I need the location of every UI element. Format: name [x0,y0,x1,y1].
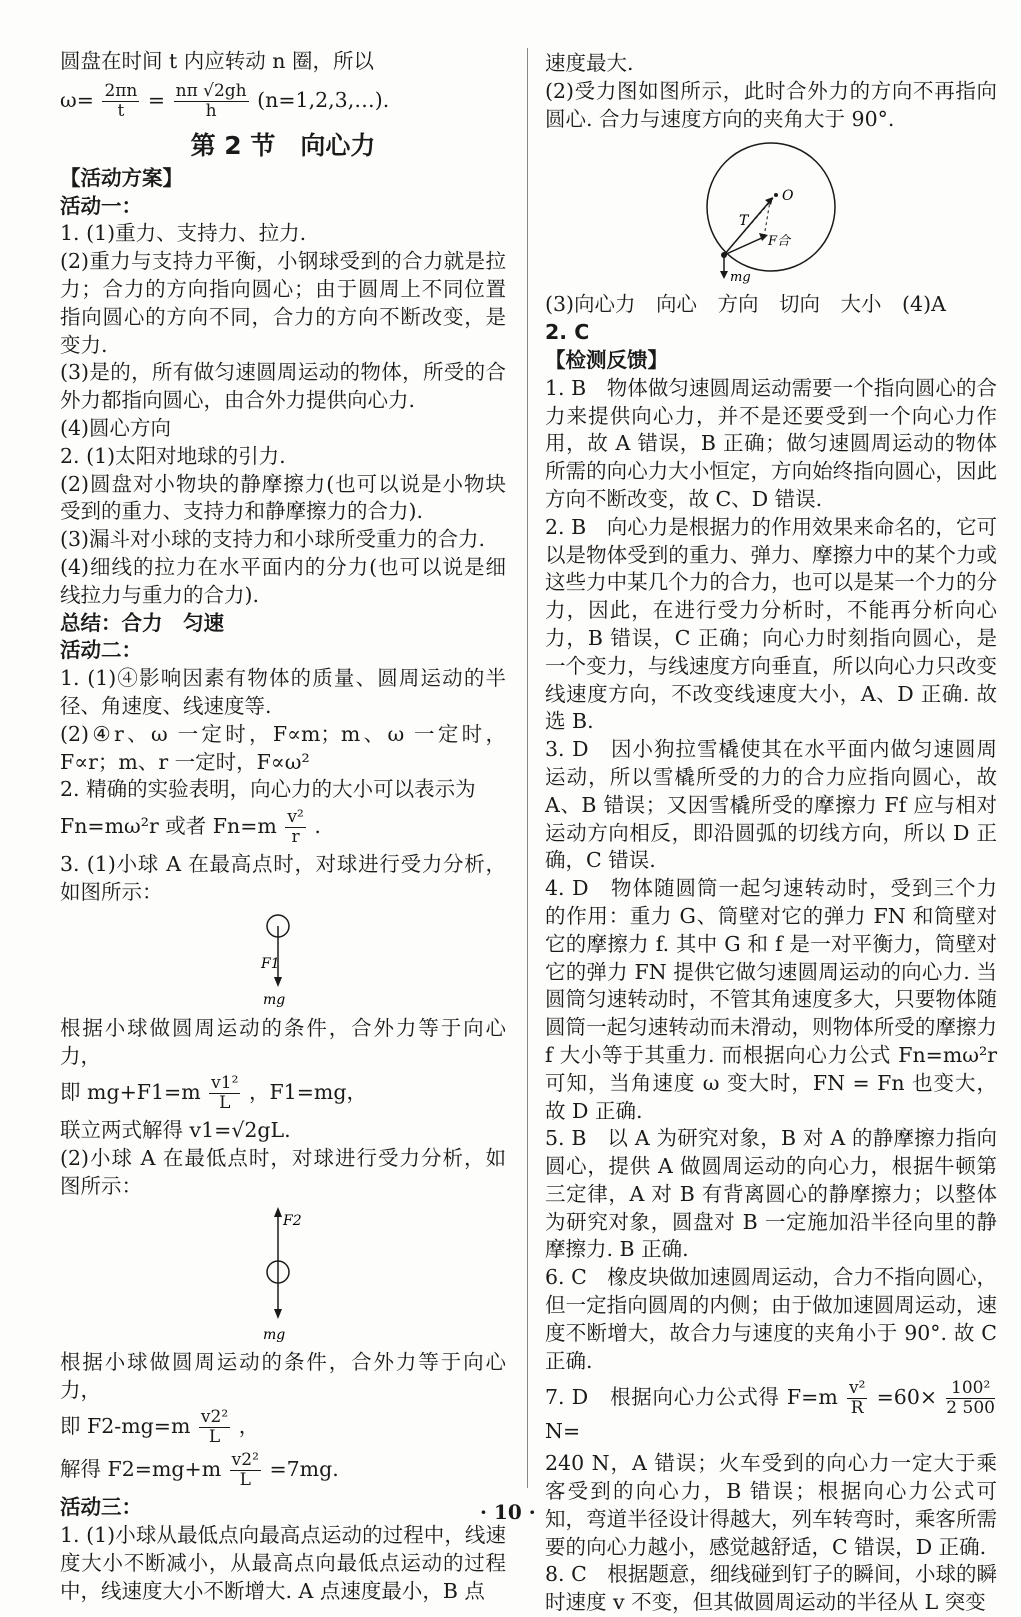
feedback-answer: 240 N，A 错误；火车受到的向心力一定大于乘客受到的向心力，B 错误；根据向心力公式可知，弯道半径设计得越大，列车转弯时，乘客所需要的向心力越小，感觉越舒适，C 错误，D 正确. [545,1451,997,1559]
mg-label: mg [730,270,751,286]
feedback-answer: 3. D 因小狗拉雪橇使其在水平面内做匀速圆周运动，所以雪橇所受的力的合力应指向圆心，故 A、B 错误；又因雪橇所受的摩擦力 Ff 应与相对运动方向相反，即沿圆弧的切线方向，所以 D 正确，C 错误. [545,737,997,873]
f1-label: F1 [261,955,280,972]
feedback-answer: 4. D 物体随圆筒一起匀速转动时，受到三个力的作用：重力 G、筒壁对它的弹力 FN 和筒壁对它的摩擦力 f. 其中 G 和 f 是一对平衡力，筒壁对它的弹力 FN 提供它做匀速圆周运动的向心力. 当圆筒匀速转动时，不管其角速度多大，只要物体随圆筒一起匀速转动而未滑动，则物体所受的摩擦力 f 大小等于其重力. 而根据向心力公式 Fn=mω²r 可知，当角速度 ω 变大时，FN = Fn 也变大，故 D 正确. [545,876,997,1123]
section-title: 第 2 节 向心力 [190,130,376,160]
fraction: $\frac{\text{v2²}}{L}$ [231,1450,259,1491]
top-point-force-diagram [253,911,313,1011]
f-net-label: F合 [768,234,791,250]
o-label: O [782,188,794,205]
fraction: $\frac{\text{v1²}}{L}$ [211,1073,239,1114]
feedback-answer: 5. B 以 A 为研究对象，B 对 A 的静摩擦力指向圆心，提供 A 做圆周运动的向心力，根据牛顿第三定律，A 对 B 有背离圆心的静摩擦力；以整体为研究对象，圆盘对 B 一定施加沿半径向里的静摩擦力. B 正确. [545,1126,997,1262]
answer: 根据小球做圆周运动的条件，合外力等于向心力， [60,1015,506,1068]
feedback-answer: 2. B 向心力是根据力的作用效果来命名的，它可以是物体受到的重力、弹力、摩擦力中的某个力或这些力中某几个力的合力，也可以是某一个力的分力，因此，在进行受力分析时，不能再分析向心力，B 错误，C 正确；向心力时刻指向圆心，是一个变力，与线速度方向垂直，所以向心力只改变线速度方向，不改变线速度大小，A、D 正确. 故选 B. [545,514,997,734]
bottom-point-force-diagram [253,1205,313,1345]
fraction: $\frac{n\pi √2gh}{h}$ [175,80,247,121]
equation: 即 mg+F1=m $\frac{\text{v1²}}{L}$ ，F1=mg， [60,1073,367,1114]
mg-label: mg [263,1326,286,1343]
fraction: $\frac{\text{100²}}{2 500}$ [946,1378,995,1419]
feedback-answer-formula: 7. D 根据向心力公式得 F=m $\frac{\text{v²}}{R}$ =60× $\frac{\text{100²}}{2 500}$ N= [545,1378,995,1444]
activity-1-heading: 活动一： [60,193,142,218]
answer: 2. 精确的实验表明，向心力的大小可以表示为 [60,777,476,802]
feedback-answer: 8. C 根据题意，细线碰到钉子的瞬间，小球的瞬时速度 v 不变，但其做圆周运动的半径从 L 突变 [545,1562,997,1615]
answer: 2. C [545,320,590,345]
activity-2-heading: 活动二： [60,638,142,663]
text-line: 速度最大. [545,51,634,75]
force-formula: Fn=mω²r 或者 Fn=m $\frac{\text{v²}}{r}$ . [60,807,321,848]
answer: (2)重力与支持力平衡，小钢球受到的合力就是拉力；合力的方向指向圆心；由于圆周上不同位置指向圆心的方向不同，合力的方向不断改变，是变力. [60,249,506,357]
fraction: $\frac{\text{v²}}{r}$ [287,807,304,848]
omega-formula: ω= $\frac{2\pi n}{t}$ = $\frac{n\pi √2gh}{h}$ (n=1,2,3,…). [60,80,390,121]
text-line: 圆盘在时间 t 内应转动 n 圈，所以 [60,49,375,73]
equation: 解得 F2=mg+m $\frac{\text{v2²}}{L}$ =7mg. [60,1450,339,1491]
answer: (2)小球 A 在最低点时，对球进行受力分析，如图所示： [60,1146,506,1198]
left-column [60,48,506,1605]
answer: (3)向心力 向心 方向 切向 大小 (4)A [545,292,946,317]
answer: 1. (1)小球从最低点向最高点运动的过程中，线速度大小不断减小，从最高点向最低点运动的过程中，线速度大小不断增大. A 点速度最小，B 点 [60,1523,506,1603]
answer: (2)圆盘对小物块的静摩擦力(也可以说是小物块受到的重力、支持力和静摩擦力的合力). [60,471,506,524]
answer: (4)圆心方向 [60,415,172,440]
answer: 3. (1)小球 A 在最高点时，对球进行受力分析，如图所示： [60,852,506,904]
page-number: · 10 · [480,1500,536,1524]
answer: 2. (1)太阳对地球的引力. [60,443,286,468]
equation: 即 F2-mg=m $\frac{\text{v2²}}{L}$ ， [60,1407,260,1448]
t-label: T [739,213,749,230]
answer: (4)细线的拉力在水平面内的分力(也可以说是细线拉力与重力的合力). [60,554,506,607]
activity-3-heading: 活动三： [60,1495,142,1520]
feedback-answer: 6. C 橡皮块做加速圆周运动，合力不指向圆心，但一定指向圆周的内侧；由于做加速圆周运动，速度不断增大，故合力与速度的夹角小于 90°. 故 C 正确. [545,1265,997,1373]
fraction: $\frac{\text{v²}}{R}$ [848,1378,866,1419]
summary: 总结：合力 匀速 [60,610,224,635]
f2-label: F2 [283,1212,302,1229]
fraction: $\frac{\text{v2²}}{L}$ [200,1407,229,1448]
feedback-header: 【检测反馈】 [545,347,668,372]
answer: (2)④r、ω 一定时，F∝m；m、ω 一定时，F∝r；m、r 一定时，F∝ω² [60,721,506,774]
circle-force-diagram [696,137,846,287]
answer: (2)受力图如图所示，此时合外力的方向不再指向圆心. 合力与速度方向的夹角大于 90°. [545,78,997,131]
right-column [545,50,997,1617]
answer: (3)漏斗对小球的支持力和小球所受重力的合力. [60,527,486,552]
answer: 联立两式解得 v1=√2gL. [60,1118,291,1143]
answer: 1. (1)重力、支持力、拉力. [60,221,307,246]
answer: 根据小球做圆周运动的条件，合外力等于向心力， [60,1349,506,1402]
answer: 1. (1)④影响因素有物体的质量、圆周运动的半径、角速度、线速度等. [60,666,506,718]
feedback-answer: 1. B 物体做匀速圆周运动需要一个指向圆心的合力来提供向心力，并不是还要受到一个向心力作用，故 A 错误，B 正确；做匀速圆周运动的物体所需的向心力大小恒定，方向始终指向圆心，因此方向不断改变，故 C、D 错误. [545,375,997,511]
column-divider [527,48,528,1488]
fraction: $\frac{2\pi n}{t}$ [104,80,138,121]
mg-label: mg [263,991,286,1008]
plan-header: 【活动方案】 [60,165,183,190]
answer: (3)是的，所有做匀速圆周运动的物体，所受的合外力都指向圆心，由合外力提供向心力. [60,360,506,413]
